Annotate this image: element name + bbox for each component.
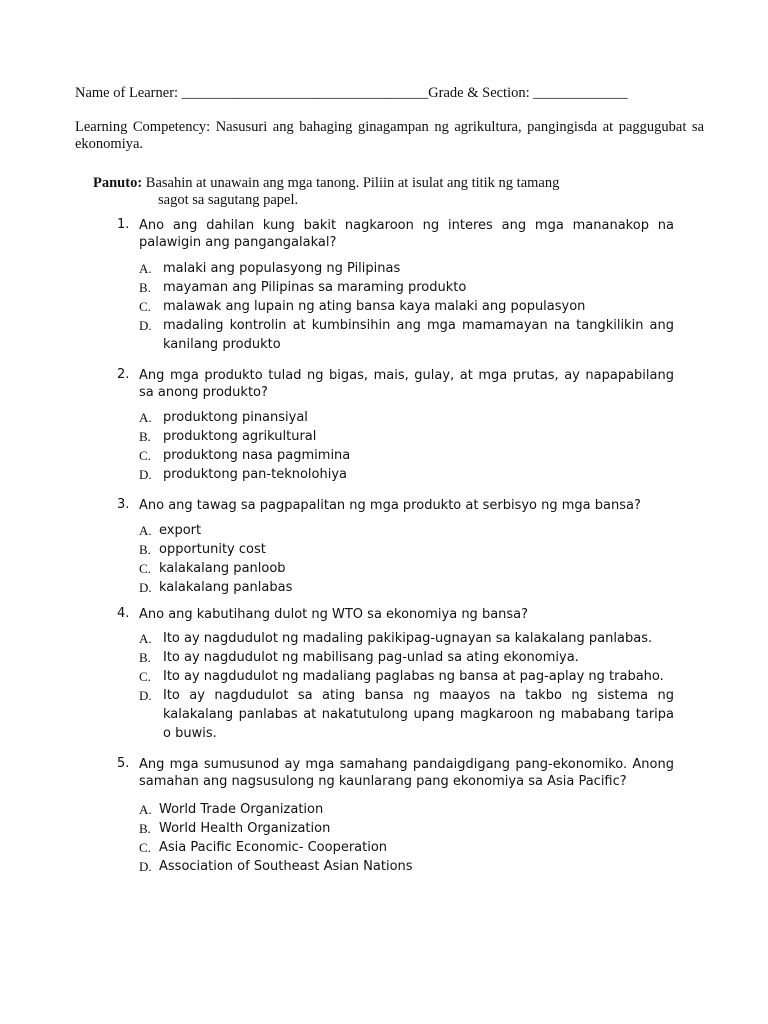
option-letter: D. [139,318,152,333]
question-number: 2. [117,367,130,382]
option-b [139,278,674,297]
option-c [139,297,674,316]
option-letter: B. [139,280,151,295]
option-letter: B. [139,429,151,444]
option-text: Association of Southeast Asian Nations [159,859,413,874]
question-text: Ano ang dahilan kung bakit nagkaroon ng interes ang mga mananakop na palawigin ang pangangalakal? [139,218,674,250]
option-text: Ito ay nagdudulot ng mabilisang pag-unlad sa ating ekonomiya. [163,650,579,665]
option-text: Asia Pacific Economic- Cooperation [159,840,388,855]
option-text: kalakalang panloob [159,561,286,576]
instructions [93,175,673,209]
question-2 [117,367,674,401]
question-number: 3. [117,497,130,512]
option-letter: D. [139,688,152,703]
question-4 [117,606,674,623]
option-text: Ito ay nagdudulot ng madaliang paglabas ng bansa at pag-aplay ng trabaho. [163,669,664,684]
question-3-options [139,521,674,597]
instructions-line-1: Basahin at unawain ang mga tanong. Piliin at isulat ang titik ng tamang [142,175,560,191]
option-b [139,648,674,667]
option-d [139,857,674,876]
option-letter: C. [139,840,151,855]
option-text: Ito ay nagdudulot sa ating bansa ng maayos na takbo ng sistema ng kalakalang panlabas at nakatutulong upang magkaroon ng mababang taripa o buwis. [163,688,674,741]
option-a [139,521,674,540]
option-d [139,316,674,354]
option-b [139,540,674,559]
option-letter: B. [139,542,151,557]
question-text: Ang mga sumusunod ay mga samahang pandaigdigang pang-ekonomiko. Anong samahan ang nagsusulong ng kaunlarang pang ekonomiya sa Asia Pacific? [139,757,674,789]
option-text: kalakalang panlabas [159,580,293,595]
option-text: malaki ang populasyong ng Pilipinas [163,261,401,276]
option-a [139,629,674,648]
option-letter: D. [139,467,152,482]
option-text: produktong pan-teknolohiya [163,467,347,482]
option-text: produktong pinansiyal [163,410,308,425]
option-a [139,259,674,278]
option-text: madaling kontrolin at kumbinsihin ang mga mamamayan na tangkilikin ang kanilang produkto [163,318,674,352]
question-text: Ano ang kabutihang dulot ng WTO sa ekonomiya ng bansa? [139,607,529,622]
question-text: Ano ang tawag sa pagpapalitan ng mga produkto at serbisyo ng mga bansa? [139,498,641,513]
option-c [139,446,674,465]
option-text: malawak ang lupain ng ating bansa kaya malaki ang populasyon [163,299,586,314]
question-2-options [139,408,674,484]
option-letter: A. [139,631,152,646]
question-number: 4. [117,606,130,621]
option-letter: A. [139,802,152,817]
learning-competency: Learning Competency: Nasusuri ang bahaging ginagampan ng agrikultura, pangingisda at paggugubat sa ekonomiya. [75,119,704,152]
learner-name-grade-line: Name of Learner: __________________________________Grade & Section: _____________ [75,85,628,101]
option-d [139,578,674,597]
option-letter: C. [139,448,151,463]
question-3 [117,497,674,514]
option-letter: D. [139,580,152,595]
question-number: 5. [117,756,130,771]
option-c [139,838,674,857]
option-letter: C. [139,561,151,576]
option-a [139,800,674,819]
option-text: export [159,523,202,538]
option-text: mayaman ang Pilipinas sa maraming produkto [163,280,467,295]
option-b [139,819,674,838]
option-text: Ito ay nagdudulot ng madaling pakikipag-ugnayan sa kalakalang panlabas. [163,631,653,646]
option-text: World Trade Organization [159,802,324,817]
option-letter: B. [139,821,151,836]
option-letter: A. [139,261,152,276]
question-5 [117,756,674,790]
option-c [139,667,674,686]
question-number: 1. [117,217,130,232]
option-a [139,408,674,427]
option-letter: D. [139,859,152,874]
option-d [139,465,674,484]
option-letter: A. [139,410,152,425]
option-text: produktong nasa pagmimina [163,448,351,463]
question-5-options [139,800,674,876]
option-b [139,427,674,446]
option-letter: A. [139,523,152,538]
option-c [139,559,674,578]
question-1 [117,217,674,251]
option-letter: C. [139,669,151,684]
question-text: Ang mga produkto tulad ng bigas, mais, gulay, at mga prutas, ay napapabilang sa anong produkto? [139,368,674,400]
instructions-label: Panuto: [93,175,143,191]
option-text: opportunity cost [159,542,266,557]
question-1-options [139,259,674,354]
option-letter: C. [139,299,151,314]
option-text: World Health Organization [159,821,331,836]
option-text: produktong agrikultural [163,429,317,444]
option-d [139,686,674,743]
instructions-line-2: sagot sa sagutang papel. [158,192,299,208]
question-4-options [139,629,674,743]
option-letter: B. [139,650,151,665]
